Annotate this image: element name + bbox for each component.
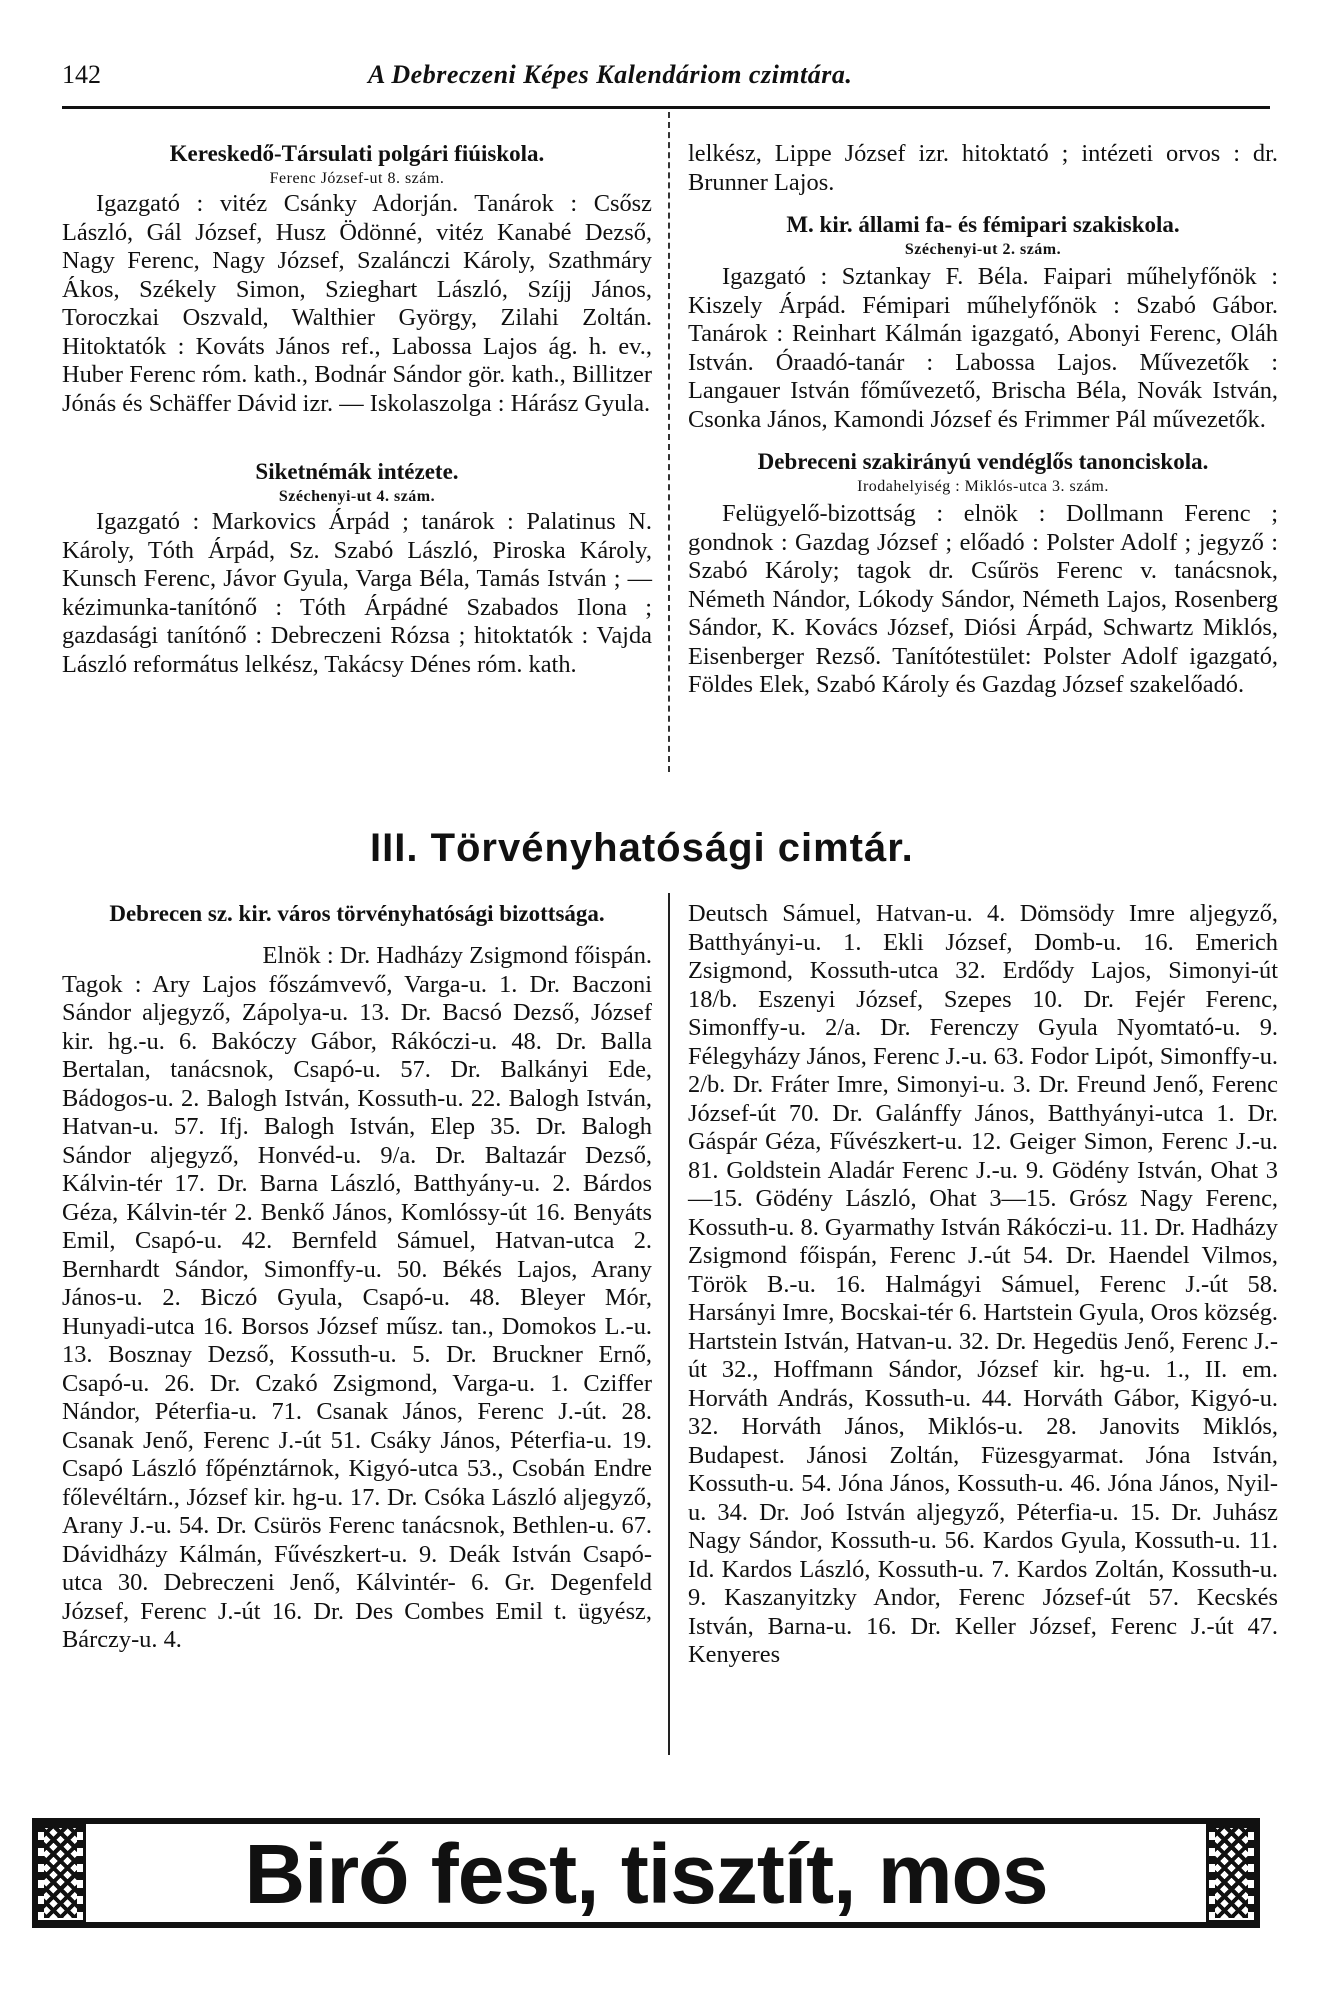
section-body: Igazgató : vitéz Csánky Adorján. Tanárok : Csősz László, Gál József, Husz Ödönné, vitéz Kanabé Dezső, Nagy Ferenc, Nagy József, Szalánczi Károly, Szathmáry Ákos, Székely Simon, Szieghart László, Szíjj János, Toroczkai Oszvald, Walthier György, Zilahi Zoltán. Hitoktatók : Kováts János ref., Labossa Lajos ág. h. ev., Huber Ferenc róm. kath., Bodnár Sándor gör. kath., Billitzer Jónás és Schäffer Dávid izr. — Iskolaszolga : Hárász Gyula. <box>62 190 652 417</box>
section-address: Irodahelyiség : Miklós-utca 3. szám. <box>857 478 1109 495</box>
section-body: Tagok : Ary Lajos főszámvevő, Varga-u. 1. Dr. Baczoni Sándor aljegyző, Zápolya-u. 13. Dr. Bacsó Dezső, József kir. hg.-u. 6. Bakóczy Gábor, Rákóczi-u. 48. Dr. Balla Bertalan, tanácsnok, Csapó-u. 57. Dr. Balkányi Ede, Bádogos-u. 2. Balogh István, Kossuth-u. 22. Balogh István, Hatvan-u. 57. Ifj. Balogh István, Elep 35. Dr. Balogh Sándor aljegyző, Honvéd-u. 9/a. Dr. Baltazár Dezső, Kálvin-tér 17. Dr. Barna László, Batthyány-u. 2. Bárdos Géza, Kálvin-tér 2. Benkő János, Komlóssy-út 16. Benyáts Emil, Csapó-u. 42. Bernfeld Sámuel, Hatvan-utca 2. Bernhardt Sándor, Simonffy-u. 50. Békés Lajos, Arany János-u. 2. Biczó Gyula, Csapó-u. 48. Bleyer Mór, Hunyadi-utca 16. Borsos József műsz. tan., Domokos L.-u. 13. Bosznay Dezső, Kossuth-u. 5. Dr. Bruckner Ernő, Csapó-u. 26. Dr. Czakó Zsigmond, Varga-u. 1. Cziffer Nándor, Péterfia-u. 71. Csanak János, Ferenc J.-út. 28. Csanak Jenő, Ferenc J.-út 51. Csáky János, Péterfia-u. 19. Csapó László főpénztárnok, Kigyó-utca 53., Csobán Endre főlevéltárn., József kir. hg-u. 17. Dr. Csóka László aljegyző, Arany J.-u. 54. Dr. Csürös Ferenc tanácsnok, Bethlen-u. 67. Dávidházy Kálmán, Fűvészkert-u. 9. Deák István Csapó-utca 30. Debreczeni Jenő, Kálvintér- 6. Gr. Degenfeld József, Ferenc J.-út 16. Dr. Des Combes Emil t. ügyész, Bárczy-u. 4. <box>62 970 652 1653</box>
section-address: Ferenc József-ut 8. szám. <box>269 170 445 187</box>
section-address: Széchenyi-ut 2. szám. <box>904 241 1062 258</box>
section-intro: Elnök : Dr. Hadházy Zsigmond főispán. <box>262 942 652 969</box>
running-title: A Debreczeni Képes Kalendáriom czimtára. <box>368 60 853 89</box>
column-top-right <box>688 126 1278 700</box>
section-title: Kereskedő-Társulati polgári fiúiskola. <box>169 141 545 166</box>
section-body: Felügyelő-bizottság : elnök : Dollmann Ferenc ; gondnok : Gazdag József ; előadó : Polster Adolf ; jegyző : Szabó Károly; tagok dr. Csűrös Ferenc v. tanácsnok, Németh Nándor, Lókody Sándor, Németh Lajos, Rosenberg Sándor, K. Kovács József, Diósi Árpád, Schwartz Miklós, Eisenberger Rezső. Tanítótestület: Polster Adolf igazgató, Földes Elek, Szabó Károly és Gazdag József szakelőadó. <box>688 500 1278 698</box>
section-body: Igazgató : Markovics Árpád ; tanárok : Palatinus N. Károly, Tóth Árpád, Sz. Szabó László, Piroska Károly, Kunsch Ferenc, Jávor Gyula, Varga Béla, Tamás István ; — kézimunka-tanítónő : Tóth Árpádné Szabados Ilona ; gazdasági tanítónő : Debreczeni Rózsa ; hitoktatók : Vajda László református lelkész, Takácsy Dénes róm. kath. <box>62 508 652 678</box>
advertisement-text: Biró fest, tisztít, mos <box>244 1827 1048 1921</box>
section-body: Deutsch Sámuel, Hatvan-u. 4. Dömsödy Imre aljegyző, Batthyányi-u. 1. Ekli József, Domb-u. 16. Emerich Zsigmond, Kossuth-utca 32. Erdődy Lajos, Simonyi-út 18/b. Eszenyi József, Szepes 10. Dr. Fejér Ferenc, Simonffy-u. 2/a. Dr. Ferenczy Gyula Nyomtató-u. 9. Félegyházy János, Ferenc J.-u. 63. Fodor Lipót, Simonffy-u. 2/b. Dr. Fráter Imre, Simonyi-u. 3. Dr. Freund Jenő, Ferenc József-út 70. Dr. Galánffy János, Batthyányi-utca 1. Dr. Gáspár Géza, Fűvészkert-u. 12. Geiger Simon, Ferenc J.-u. 81. Goldstein Aladár Ferenc J.-u. 9. Gödény István, Ohat 3—15. Gödény László, Ohat 3—15. Grósz Nagy Ferenc, Kossuth-u. 8. Gyarmathy István Rákóczi-u. 11. Dr. Hadházy Zsigmond főispán, Ferenc J.-út 54. Dr. Haendel Vilmos, Török B.-u. 16. Halmágyi Sámuel, Ferenc J.-út 58. Harsányi Imre, Bocskai-tér 6. Hartstein Gyula, Oros község. Hartstein István, Hatvan-u. 32. Dr. Hegedüs Jenő, Ferenc J.-út 32., Hoffmann Sándor, József kir. hg-u. 1., II. em. Horváth András, Kossuth-u. 44. Horváth Gábor, Kigyó-u. 32. Horváth János, Miklós-u. 28. Janovits Miklós, Budapest. Jánosi Zoltán, Füzesgyarmat. Jóna István, Kossuth-u. 54. Jóna János, Kossuth-u. 46. Jóna János, Nyil-u. 34. Dr. Joó István aljegyző, Péterfia-u. 15. Dr. Juhász Nagy Sándor, Kossuth-u. 56. Kardos Gyula, Kossuth-u. 11. Id. Kardos László, Kossuth-u. 7. Kardos Zoltán, Kossuth-u. 9. Kaszanyitzky Andor, Ferenc József-út 57. Kecskés István, Barna-u. 16. Dr. Keller József, Ferenc J.-út 47. Kenyeres <box>688 900 1278 1668</box>
section-title: M. kir. állami fa- és fémipari szakiskola. <box>786 212 1180 237</box>
advertisement-banner <box>32 1818 1260 1928</box>
column-bottom-right <box>688 900 1278 1670</box>
column-top-left <box>62 126 652 679</box>
section-body-continued: lelkész, Lippe József izr. hitoktató ; intézeti orvos : dr. Brunner Lajos. <box>688 140 1278 196</box>
header-rule <box>62 106 1270 109</box>
section-title: Debreceni szakirányú vendéglős tanonciskola. <box>757 449 1209 474</box>
column-divider <box>668 112 670 772</box>
folk-ornament-border-icon <box>1206 1824 1254 1922</box>
page-number: 142 <box>62 60 101 89</box>
column-bottom-left <box>62 900 652 1655</box>
section-title: Siketnémák intézete. <box>255 459 459 484</box>
chapter-title: III. Törvényhatósági cimtár. <box>370 826 914 870</box>
section-title: Debrecen sz. kir. város törvényhatósági bizottsága. <box>109 901 605 926</box>
section-body: Igazgató : Sztankay F. Béla. Faipari műhelyfőnök : Kiszely Árpád. Fémipari műhelyfőnök : Szabó Gábor. Tanárok : Reinhart Kálmán igazgató, Abonyi Ferenc, Oláh István. Óraadó-tanár : Labossa Lajos. Művezetők : Langauer István főművezető, Brischa Béla, Novák István, Csonka János, Kamondi József és Frimmer Pál művezetők. <box>688 263 1278 433</box>
folk-ornament-border-icon <box>38 1824 86 1922</box>
section-address: Széchenyi-ut 4. szám. <box>278 488 436 505</box>
page-header <box>38 52 1248 92</box>
column-divider <box>668 893 670 1755</box>
